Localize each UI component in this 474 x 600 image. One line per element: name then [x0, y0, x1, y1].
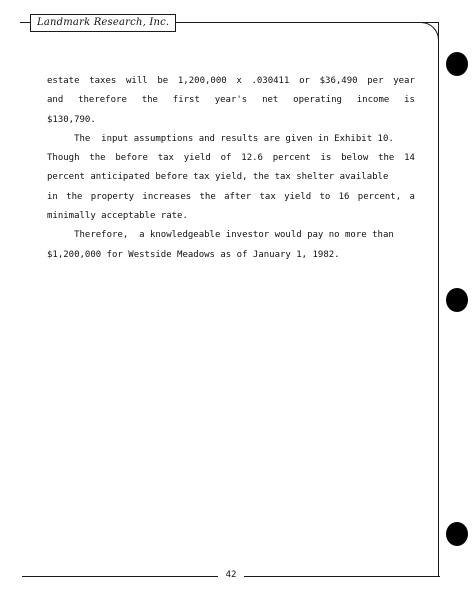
word: the — [66, 191, 83, 202]
word: be — [157, 76, 169, 86]
word: to — [319, 191, 331, 202]
body-line-6: percent anticipated before tax yield, the tax shelter available — [47, 172, 389, 183]
body-line-8: minimally acceptable rate. — [47, 211, 188, 222]
binder-hole-top — [446, 52, 468, 76]
word: will — [125, 76, 148, 86]
word: first — [172, 95, 200, 106]
word: of — [220, 153, 232, 164]
page-body — [47, 72, 415, 265]
word: estate — [47, 76, 80, 86]
page-number: 42 — [218, 570, 244, 580]
word: taxes — [89, 76, 117, 86]
word: net — [262, 95, 279, 106]
word: tax — [157, 153, 174, 164]
word: .030411 — [251, 76, 290, 86]
word: income — [356, 95, 390, 106]
word: property — [90, 191, 135, 202]
word: is — [404, 95, 415, 106]
word: x — [236, 76, 242, 86]
word: a — [409, 191, 415, 202]
word: is — [320, 153, 332, 164]
company-logo: Landmark Research, Inc. — [30, 14, 176, 32]
word: 12.6 — [241, 153, 263, 164]
word: the — [89, 153, 106, 164]
body-line-9: Therefore, a knowledgeable investor would pay no more than — [47, 230, 394, 241]
word: yield — [183, 153, 211, 164]
frame-right-rule — [438, 22, 439, 577]
word: in — [47, 191, 58, 202]
word: after — [224, 191, 252, 202]
word: increases — [142, 191, 192, 202]
body-line-7 — [47, 188, 415, 207]
word: per — [367, 76, 384, 86]
body-line-3: $130,790. — [47, 114, 96, 125]
word: the — [141, 95, 158, 106]
word: 16 — [338, 191, 350, 202]
word: therefore — [78, 95, 127, 106]
word: yield — [284, 191, 312, 202]
frame-bottom-rule-right — [244, 576, 440, 577]
word: or — [299, 76, 310, 86]
word: below — [341, 153, 369, 164]
body-line-10: $1,200,000 for Westside Meadows as of January 1, 1982. — [47, 249, 340, 260]
word: before — [115, 153, 148, 164]
word: percent — [272, 153, 311, 164]
frame-bottom-rule-left — [22, 576, 218, 577]
body-line-5 — [47, 149, 415, 168]
word: $36,490 — [319, 76, 358, 86]
word: tax — [259, 191, 276, 202]
word: year's — [214, 95, 248, 106]
word: Though — [47, 153, 80, 164]
body-line-2 — [47, 91, 415, 110]
body-line-1 — [47, 72, 415, 91]
word: the — [378, 153, 395, 164]
word: percent, — [357, 191, 402, 202]
word: the — [199, 191, 216, 202]
word: operating — [293, 95, 342, 106]
word: year — [393, 76, 415, 86]
word: 14 — [404, 153, 415, 164]
binder-hole-middle — [446, 288, 468, 312]
body-line-4: The input assumptions and results are given in Exhibit 10. — [47, 133, 394, 144]
binder-hole-bottom — [446, 522, 468, 546]
word: 1,200,000 — [177, 76, 227, 86]
word: and — [47, 95, 64, 106]
frame-corner — [418, 22, 439, 43]
